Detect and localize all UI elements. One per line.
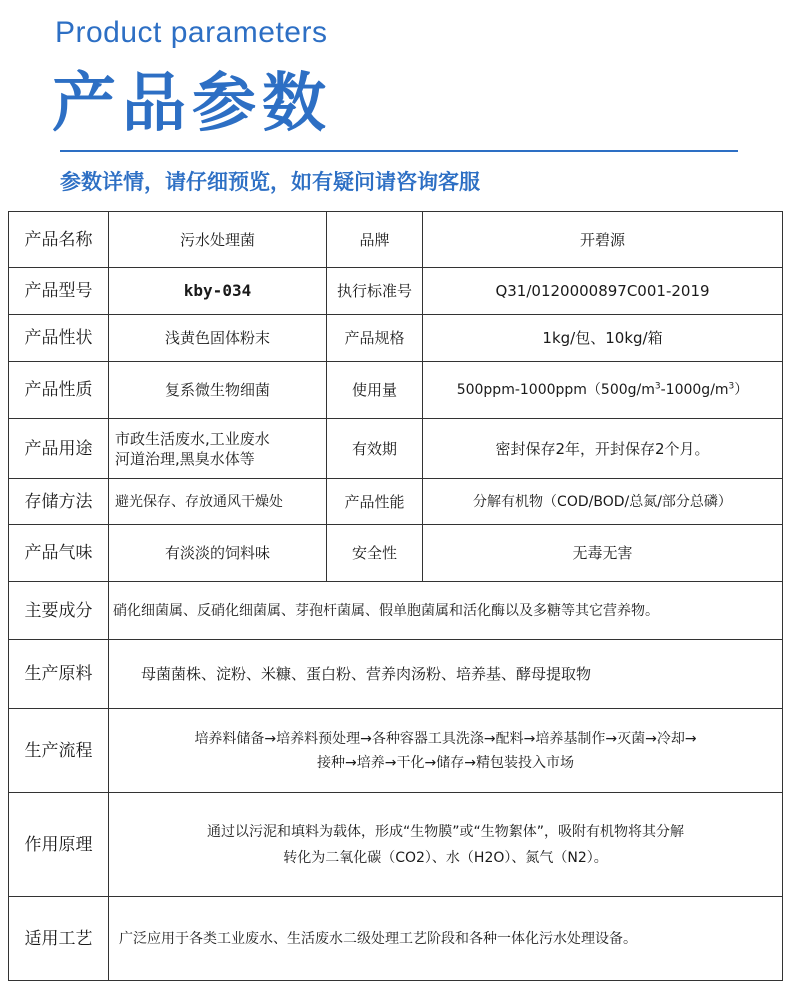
- title-divider: [60, 150, 738, 152]
- table-row: [9, 640, 783, 709]
- table-row: [9, 709, 783, 793]
- table-row: [9, 525, 783, 582]
- parameters-table: [8, 211, 783, 981]
- label-raw-materials: 生产原料: [9, 640, 109, 709]
- table-row: [9, 897, 783, 981]
- value-odor: 有淡淡的饲料味: [109, 525, 327, 582]
- label-dosage: 使用量: [327, 362, 423, 419]
- label-nature: 产品性质: [9, 362, 109, 419]
- label-brand: 品牌: [327, 212, 423, 268]
- value-standard: Q31/0120000897C001-2019: [423, 268, 783, 315]
- value-validity: 密封保存2年，开封保存2个月。: [423, 419, 783, 479]
- label-principle: 作用原理: [9, 793, 109, 897]
- value-dosage: $500ppm-1000ppm(500g/m^3-1000g/m^3)$: [423, 362, 783, 419]
- value-model: kby-034: [109, 268, 327, 315]
- label-standard: 执行标准号: [327, 268, 423, 315]
- value-ingredients: 硝化细菌属、反硝化细菌属、芽孢杆菌属、假单胞菌属和活化酶以及多糖等其它营养物。: [109, 582, 783, 640]
- table-row: [9, 315, 783, 362]
- table-row: [9, 419, 783, 479]
- table-row: [9, 793, 783, 897]
- value-nature: 复系微生物细菌: [109, 362, 327, 419]
- table-row: [9, 268, 783, 315]
- subtitle: 参数详情，请仔细预览，如有疑问请咨询客服: [60, 170, 480, 194]
- label-performance: 产品性能: [327, 479, 423, 525]
- table-row: [9, 582, 783, 640]
- label-usage: 产品用途: [9, 419, 109, 479]
- value-application: 广泛应用于各类工业废水、生活废水二级处理工艺阶段和各种一体化污水处理设备。: [109, 897, 783, 981]
- table-row: [9, 212, 783, 268]
- label-model: 产品型号: [9, 268, 109, 315]
- value-principle: 通过以污泥和填料为载体，形成“生物膜”或“生物絮体”，吸附有机物将其分解 转化为二氧化碳（CO2）、水（H2O）、氮气（N2）。: [109, 793, 783, 897]
- chinese-title: 产品参数: [52, 67, 332, 141]
- value-brand: 开碧源: [423, 212, 783, 268]
- value-process: 培养料储备→培养料预处理→各种容器工具洗涤→配料→培养基制作→灭菌→冷却→ 接种→培养→干化→储存→精包装投入市场: [109, 709, 783, 793]
- value-storage: 避光保存、存放通风干燥处: [109, 479, 327, 525]
- value-safety: 无毒无害: [423, 525, 783, 582]
- value-raw-materials: 母菌菌株、淀粉、米糠、蛋白粉、营养肉汤粉、培养基、酵母提取物: [109, 640, 783, 709]
- value-form: 浅黄色固体粉末: [109, 315, 327, 362]
- label-validity: 有效期: [327, 419, 423, 479]
- label-product-name: 产品名称: [9, 212, 109, 268]
- label-application: 适用工艺: [9, 897, 109, 981]
- label-safety: 安全性: [327, 525, 423, 582]
- label-spec: 产品规格: [327, 315, 423, 362]
- value-product-name: 污水处理菌: [109, 212, 327, 268]
- table-row: [9, 362, 783, 419]
- value-usage: 市政生活废水,工业废水 河道治理,黑臭水体等: [109, 419, 327, 479]
- value-spec: 1kg/包、10kg/箱: [423, 315, 783, 362]
- value-performance: 分解有机物（COD/BOD/总氮/部分总磷）: [423, 479, 783, 525]
- english-title: Product parameters: [55, 16, 328, 49]
- label-odor: 产品气味: [9, 525, 109, 582]
- table-row: [9, 479, 783, 525]
- label-storage: 存储方法: [9, 479, 109, 525]
- label-ingredients: 主要成分: [9, 582, 109, 640]
- label-form: 产品性状: [9, 315, 109, 362]
- label-process: 生产流程: [9, 709, 109, 793]
